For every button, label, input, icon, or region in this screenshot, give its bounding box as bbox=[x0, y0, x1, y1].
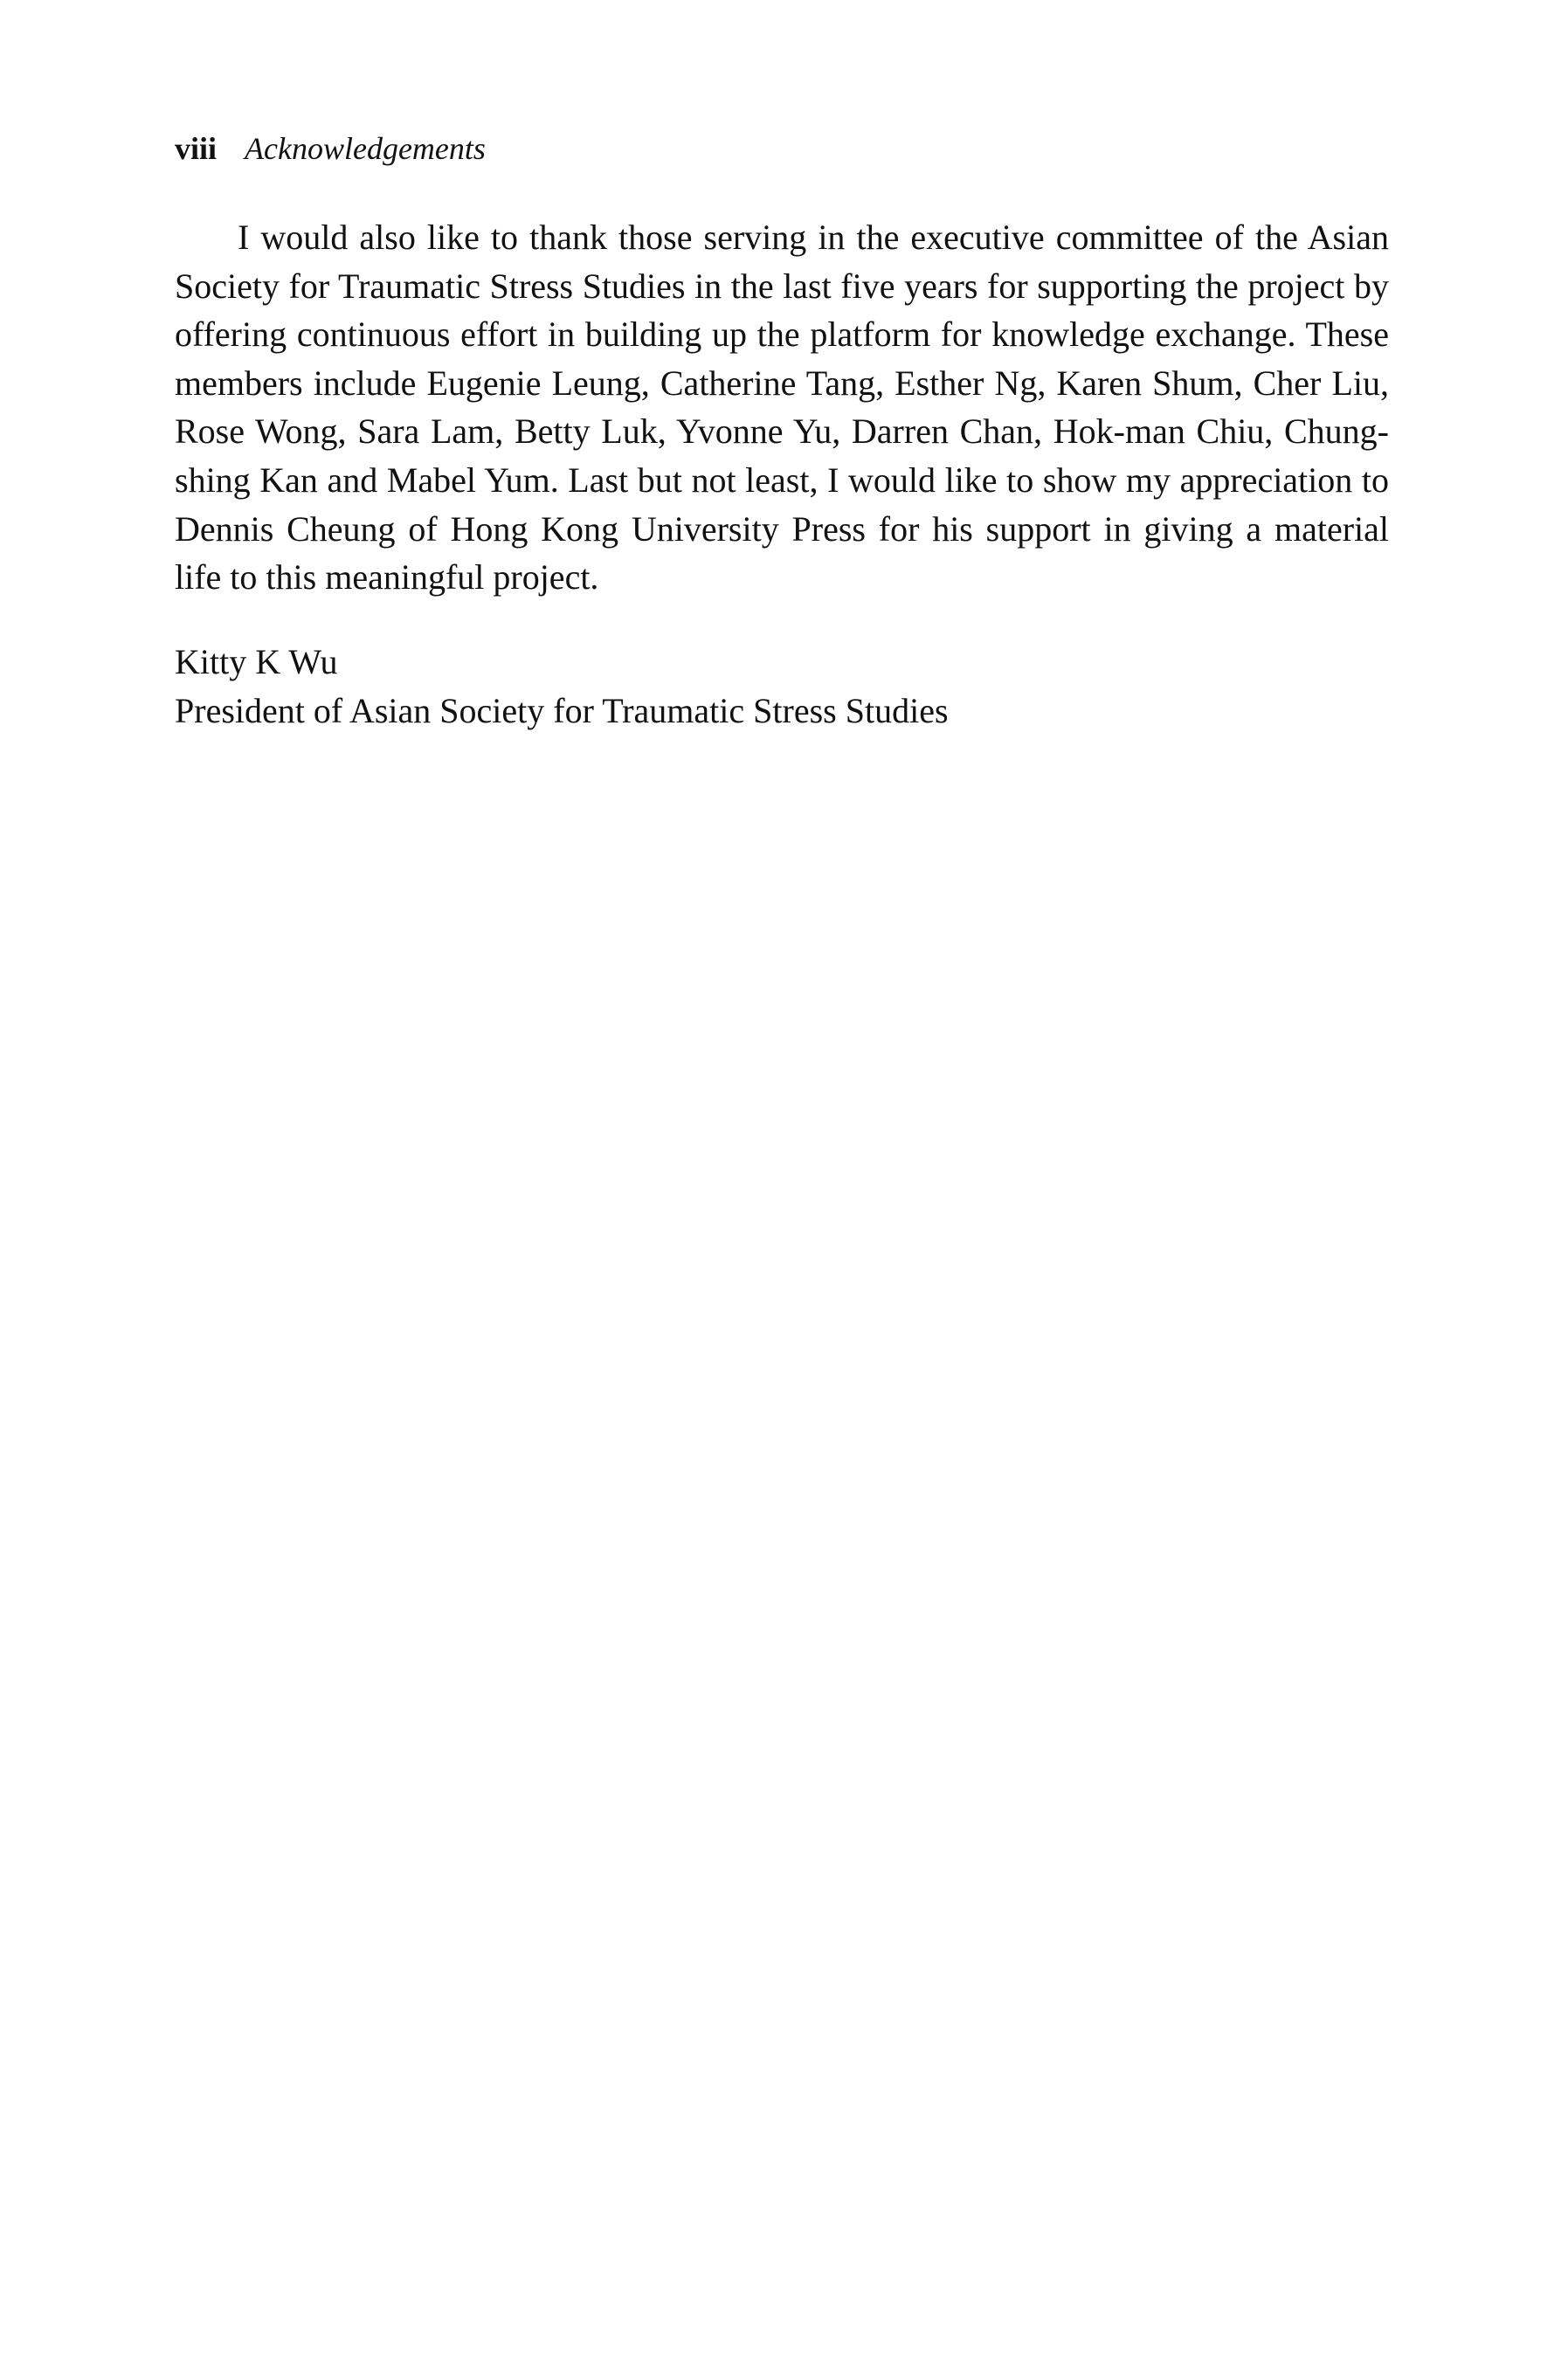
page-number: viii bbox=[175, 131, 218, 166]
signature-block bbox=[175, 638, 949, 736]
section-title: Acknowledgements bbox=[245, 131, 486, 166]
signatory-title: President of Asian Society for Traumatic Stress Studies bbox=[175, 691, 949, 730]
signatory-name: Kitty K Wu bbox=[175, 642, 338, 681]
running-head bbox=[175, 128, 486, 169]
acknowledgement-paragraph: I would also like to thank those serving in the executive committee of the Asian Society for Traumatic Stress Studies in the last five years for supporting the project by offering continuous effort in building up the platform for knowledge exchange. These members include Eugenie Leung, Catherine Tang, Esther Ng, Karen Shum, Cher Liu, Rose Wong, Sara Lam, Betty Luk, Yvonne Yu, Darren Chan, Hok-man Chiu, Chung-shing Kan and Mabel Yum. Last but not least, I would like to show my appreciation to Dennis Cheung of Hong Kong University Press for his support in giving a material life to this meaningful project. bbox=[175, 218, 1389, 598]
